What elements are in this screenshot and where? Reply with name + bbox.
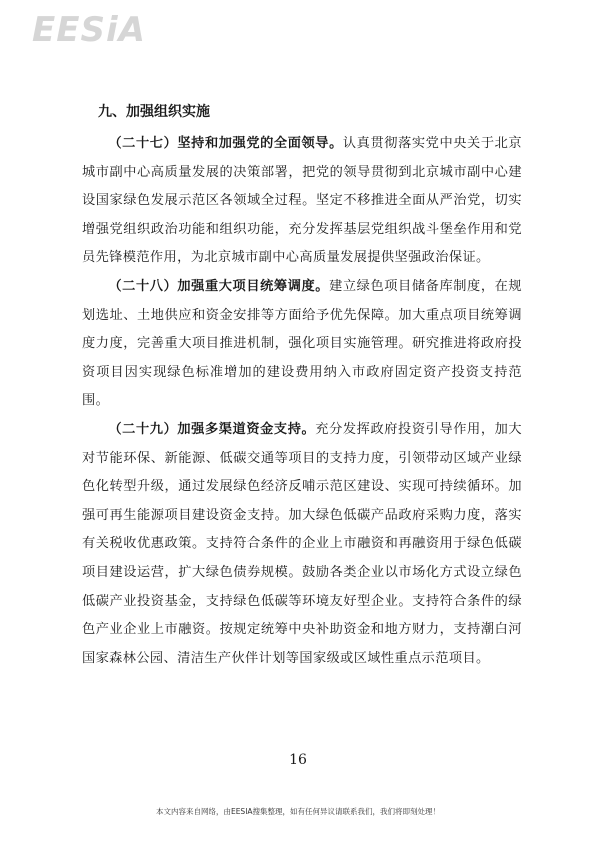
paragraph-29-body: 充分发挥政府投资引导作用，加大对节能环保、新能源、低碳交通等项目的支持力度，引领带动区域产业绿色化转型升级，通过发展绿色经济反哺示范区建设、实现可持续循环。加强可再生能源项目建设资金支持。加大绿色低碳产品政府采购力度，落实有关税收优惠政策。支持符合条件的企业上市融资和再融资用于绿色低碳项目建设运营，扩大绿色债券规模。鼓励各类企业以市场化方式设立绿色低碳产业投资基金，支持绿色低碳等环境友好型企业。支持符合条件的绿色产业企业上市融资。按规定统筹中央补助资金和地方财力，支持潮白河国家森林公园、清洁生产伙伴计划等国家级或区域性重点示范项目。 <box>82 421 522 666</box>
footer-disclaimer: 本文内容来自网络，由EESIA搜集整理，如有任何异议请联系我们，我们将即刻处理！ <box>155 807 441 816</box>
document-body <box>82 98 522 673</box>
paragraph-29-lead: （二十九）加强多渠道资金支持。 <box>108 421 316 437</box>
paragraph-27 <box>82 130 522 273</box>
paragraph-27-lead: （二十七）坚持和加强党的全面领导。 <box>108 136 343 151</box>
paragraph-29 <box>82 416 522 673</box>
section-heading: 九、加强组织实施 <box>98 104 210 120</box>
eesia-logo: EESiA <box>32 10 146 50</box>
paragraph-27-body: 认真贯彻落实党中央关于北京城市副中心高质量发展的决策部署，把党的领导贯彻到北京城市副中心建设国家绿色发展示范区各领域全过程。坚定不移推进全面从严治党，切实增强党组织政治功能和组织功能，充分发挥基层党组织战斗堡垒作用和党员先锋模范作用，为北京城市副中心高质量发展提供坚强政治保证。 <box>82 136 522 266</box>
paragraph-28 <box>82 273 522 416</box>
page-number: 16 <box>289 752 307 768</box>
paragraph-28-body: 建立绿色项目储备库制度，在规划选址、土地供应和资金安排等方面给予优先保障。加大重点项目统筹调度力度，完善重大项目推进机制，强化项目实施管理。研究推进将政府投资项目因实现绿色标准增加的建设费用纳入市政府固定资产投资支持范围。 <box>82 278 522 409</box>
paragraph-28-lead: （二十八）加强重大项目统筹调度。 <box>108 278 330 294</box>
